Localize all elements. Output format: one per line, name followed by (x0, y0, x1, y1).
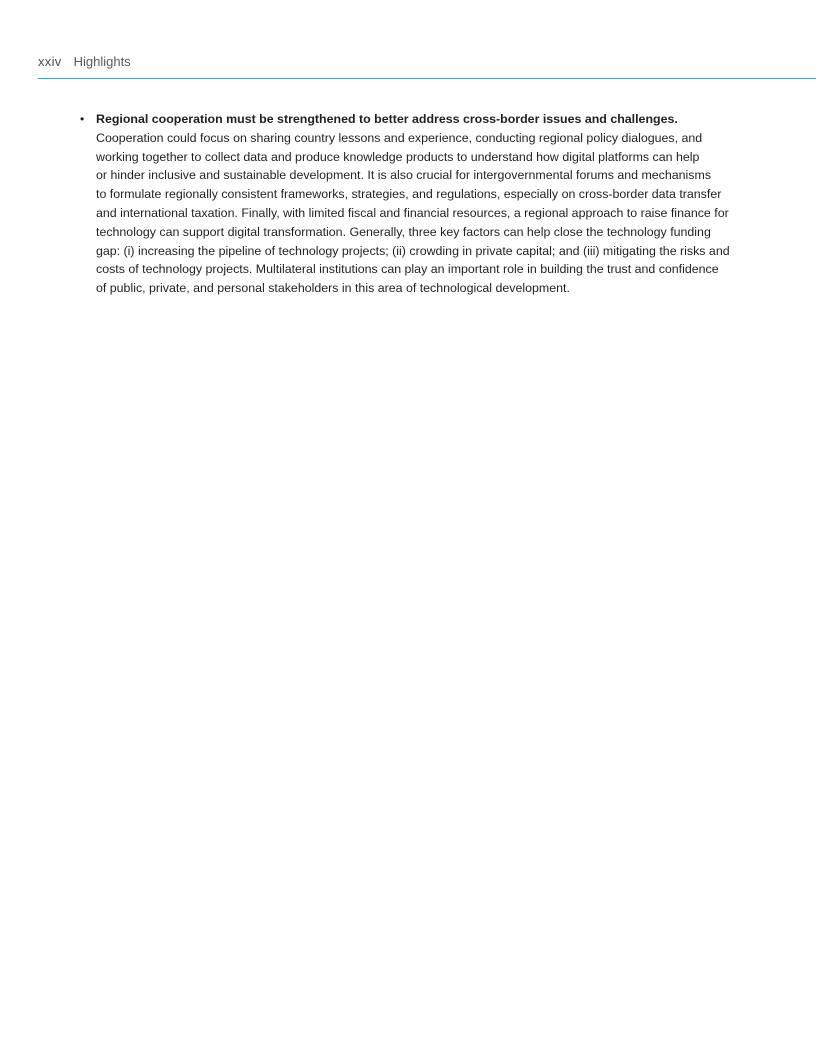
body-line: and international taxation. Finally, with limited fiscal and financial resources, a regional approach to raise finance for (96, 205, 729, 220)
body-line: gap: (i) increasing the pipeline of technology projects; (ii) crowding in private capital; and (iii) mitigating the risks and (96, 243, 730, 258)
body-line: to formulate regionally consistent frameworks, strategies, and regulations, especially on cross-border data transfer (96, 187, 722, 202)
body-line: costs of technology projects. Multilateral institutions can play an important role in building the trust and confidence (96, 262, 719, 277)
page-number: xxiv (38, 54, 62, 69)
bullet-body (96, 129, 740, 298)
bullet-marker: • (80, 112, 85, 126)
page-content (80, 110, 740, 298)
running-header (38, 54, 131, 74)
bullet-heading: Regional cooperation must be strengthened to better address cross-border issues and challenges. (96, 112, 678, 126)
body-line: working together to collect data and produce knowledge products to understand how digital platforms can help (96, 149, 700, 164)
bullet-item (80, 110, 740, 298)
body-line: technology can support digital transformation. Generally, three key factors can help close the technology funding (96, 224, 711, 239)
body-line: or hinder inclusive and sustainable development. It is also crucial for intergovernmental forums and mechanisms (96, 168, 712, 183)
header-rule (38, 78, 816, 79)
section-title: Highlights (73, 54, 131, 69)
body-line: of public, private, and personal stakeholders in this area of technological development. (96, 281, 570, 296)
body-line: Cooperation could focus on sharing country lessons and experience, conducting regional policy dialogues, and (96, 130, 703, 145)
